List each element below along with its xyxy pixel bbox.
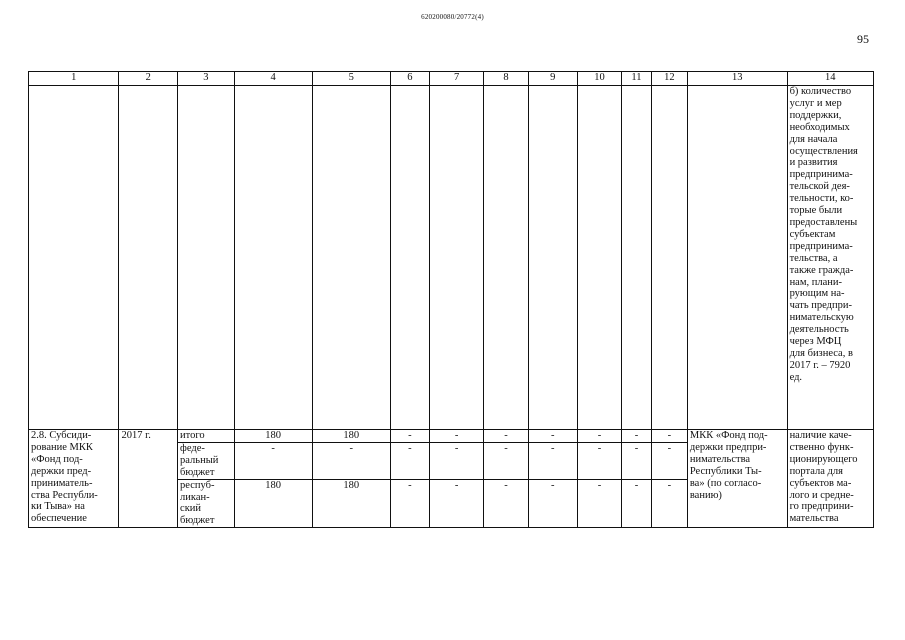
value-cell: - xyxy=(528,479,577,528)
value-cell: - xyxy=(528,430,577,443)
value-cell: - xyxy=(651,479,687,528)
empty-cell xyxy=(178,86,235,430)
period-cell: 2017 г. xyxy=(119,430,178,528)
value-cell: - xyxy=(484,430,528,443)
value-cell: - xyxy=(390,430,429,443)
header-cell: 3 xyxy=(178,72,235,86)
header-cell: 6 xyxy=(390,72,429,86)
value-cell: - xyxy=(312,442,390,479)
empty-cell xyxy=(29,86,119,430)
value-cell: - xyxy=(390,479,429,528)
indicator-text-cell: б) количество услуг и мер поддержки, необходимых для начала осуществления и развития предпринима- тельской дея- тельности, ко- торые были предоставлены субъектам предпринима- тельства, а также гражда- нам, плани- рующим на- чать предпри- нимательскую деятельность через МФЦ для бизнеса, в 2017 г. – 7920 ед. xyxy=(787,86,873,430)
value-cell: - xyxy=(577,479,621,528)
value-cell: - xyxy=(622,430,652,443)
header-cell: 13 xyxy=(687,72,787,86)
value-cell: - xyxy=(234,442,312,479)
header-row xyxy=(29,72,874,86)
value-cell: - xyxy=(622,479,652,528)
header-cell: 4 xyxy=(234,72,312,86)
header-cell: 11 xyxy=(622,72,652,86)
header-cell: 12 xyxy=(651,72,687,86)
empty-cell xyxy=(577,86,621,430)
continuation-row xyxy=(29,86,874,430)
empty-cell xyxy=(234,86,312,430)
value-cell: - xyxy=(429,479,483,528)
funding-source-label: респуб- ликан- ский бюджет xyxy=(178,479,235,528)
value-cell: - xyxy=(429,442,483,479)
page-number: 95 xyxy=(857,32,869,46)
empty-cell xyxy=(484,86,528,430)
empty-cell xyxy=(119,86,178,430)
value-cell: 180 xyxy=(234,430,312,443)
value-cell: - xyxy=(651,430,687,443)
header-cell: 1 xyxy=(29,72,119,86)
header-cell: 2 xyxy=(119,72,178,86)
value-cell: 180 xyxy=(234,479,312,528)
value-cell: 180 xyxy=(312,479,390,528)
empty-cell xyxy=(622,86,652,430)
empty-cell xyxy=(429,86,483,430)
value-cell: - xyxy=(528,442,577,479)
header-cell: 7 xyxy=(429,72,483,86)
empty-cell xyxy=(390,86,429,430)
document-code: 620200080/20772(4) xyxy=(421,13,484,21)
header-cell: 9 xyxy=(528,72,577,86)
value-cell: 180 xyxy=(312,430,390,443)
value-cell: - xyxy=(429,430,483,443)
value-cell: - xyxy=(484,479,528,528)
budget-table xyxy=(28,71,874,528)
indicator-cell: наличие каче- ственно функ- ционирующего портала для субъектов ма- лого и средне- го предприни- мательства xyxy=(787,430,873,528)
value-cell: - xyxy=(622,442,652,479)
header-cell: 5 xyxy=(312,72,390,86)
value-cell: - xyxy=(577,430,621,443)
value-cell: - xyxy=(651,442,687,479)
activity-subrow-total xyxy=(29,430,874,443)
activity-name-cell: 2.8. Субсиди- рование МКК «Фонд под- держки пред- приниматель- ства Республи- ки Тыва» на обеспечение xyxy=(29,430,119,528)
value-cell: - xyxy=(577,442,621,479)
empty-cell xyxy=(651,86,687,430)
header-cell: 8 xyxy=(484,72,528,86)
empty-cell xyxy=(528,86,577,430)
empty-cell xyxy=(312,86,390,430)
value-cell: - xyxy=(484,442,528,479)
header-cell: 10 xyxy=(577,72,621,86)
value-cell: - xyxy=(390,442,429,479)
header-cell: 14 xyxy=(787,72,873,86)
funding-source-label: феде- ральный бюджет xyxy=(178,442,235,479)
executor-cell: МКК «Фонд под- держки предпри- нимательства Республики Ты- ва» (по согласо- ванию) xyxy=(687,430,787,528)
funding-source-label: итого xyxy=(178,430,235,443)
empty-cell xyxy=(687,86,787,430)
